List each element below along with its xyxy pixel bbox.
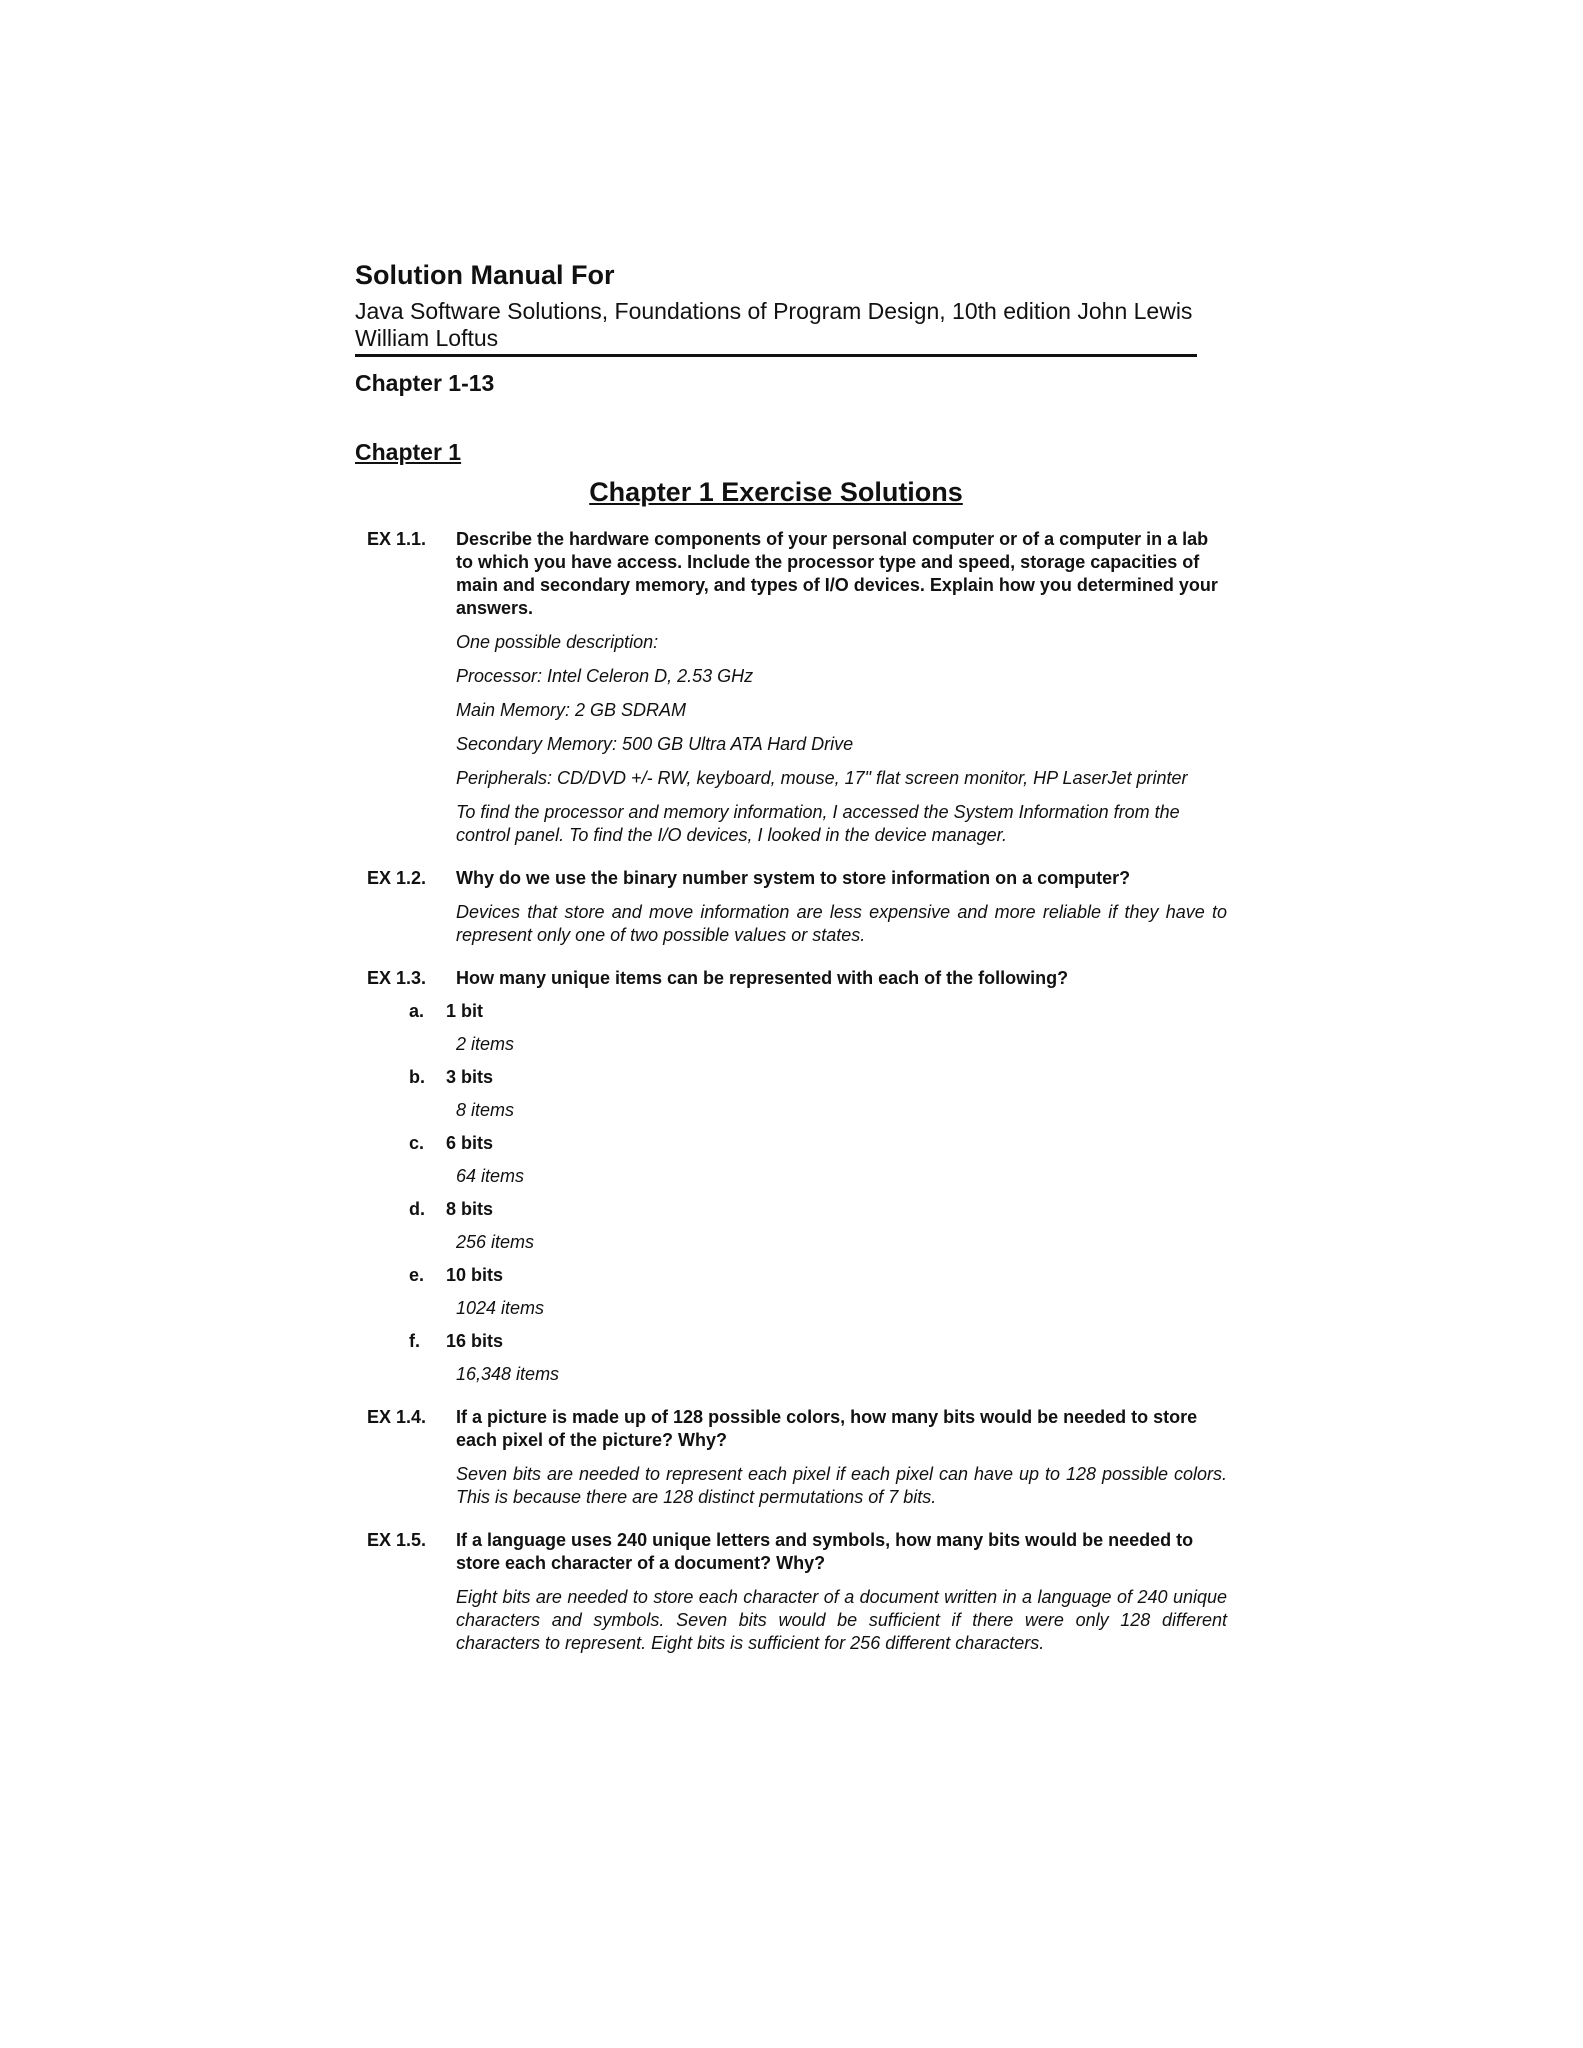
book-title: Java Software Solutions, Foundations of Program Design, 10th edition John Lewis William Loftus bbox=[355, 298, 1197, 357]
chapters-range: Chapter 1-13 bbox=[355, 370, 495, 396]
answer-line: Secondary Memory: 500 GB Ultra ATA Hard Drive bbox=[456, 734, 854, 754]
sub-question-answer: 2 items bbox=[456, 1034, 515, 1054]
answer-line: Main Memory: 2 GB SDRAM bbox=[456, 700, 687, 720]
exercise-1-3 bbox=[367, 967, 1227, 1386]
exercise-answer: Eight bits are needed to store each character of a document written in a language of 240 unique characters and symbols. Seven bits would be sufficient if there were only 128 different characters to represent. Eight bits is sufficient for 256 different characters. bbox=[456, 1587, 1227, 1653]
sub-question-answer: 16,348 items bbox=[456, 1364, 560, 1384]
exercise-number: EX 1.5. bbox=[367, 1530, 427, 1550]
answer-line: Processor: Intel Celeron D, 2.53 GHz bbox=[456, 666, 754, 686]
chapter-label: Chapter 1 bbox=[355, 439, 462, 465]
sub-question-letter: a. bbox=[409, 1001, 425, 1021]
exercise-number: EX 1.2. bbox=[367, 868, 427, 888]
sub-question-letter: e. bbox=[409, 1265, 425, 1285]
answer-line: One possible description: bbox=[456, 632, 659, 652]
sub-question-text: 3 bits bbox=[446, 1067, 494, 1087]
exercise-1-2 bbox=[367, 867, 1227, 947]
sub-question bbox=[367, 1264, 1227, 1320]
sub-question bbox=[367, 1000, 1227, 1056]
exercise-answer: Seven bits are needed to represent each pixel if each pixel can have up to 128 possible colors. This is because there are 128 distinct permutations of 7 bits. bbox=[456, 1464, 1227, 1507]
exercise-number: EX 1.3. bbox=[367, 968, 427, 988]
sub-question bbox=[367, 1066, 1227, 1122]
exercise-number: EX 1.1. bbox=[367, 529, 427, 549]
exercise-question: If a picture is made up of 128 possible colors, how many bits would be needed to store each pixel of the picture? Why? bbox=[456, 1407, 1198, 1450]
manual-title: Solution Manual For bbox=[355, 260, 615, 290]
sub-question bbox=[367, 1132, 1227, 1188]
sub-question-text: 8 bits bbox=[446, 1199, 494, 1219]
sub-question-answer: 1024 items bbox=[456, 1298, 545, 1318]
sub-question-answer: 64 items bbox=[456, 1166, 525, 1186]
sub-question-text: 1 bit bbox=[446, 1001, 484, 1021]
sub-question-answer: 256 items bbox=[456, 1232, 535, 1252]
sub-question-text: 6 bits bbox=[446, 1133, 494, 1153]
exercise-number: EX 1.4. bbox=[367, 1407, 427, 1427]
sub-question-text: 10 bits bbox=[446, 1265, 504, 1285]
sub-question-letter: c. bbox=[409, 1133, 425, 1153]
document-header bbox=[355, 258, 1197, 397]
exercise-list bbox=[367, 528, 1227, 1675]
exercise-question: If a language uses 240 unique letters and symbols, how many bits would be needed to store each character of a document? Why? bbox=[456, 1530, 1194, 1573]
sub-question-list bbox=[367, 1000, 1227, 1386]
exercise-answer: Devices that store and move information are less expensive and more reliable if they have to represent only one of two possible values or states. bbox=[456, 902, 1227, 945]
exercise-1-5 bbox=[367, 1529, 1227, 1655]
exercise-question: Describe the hardware components of your personal computer or of a computer in a lab to which you have access. Include the processor type and speed, storage capacities of main and secondary memory, and types of I/O devices. Explain how you determined your answers. bbox=[456, 529, 1218, 618]
answer-line: Peripherals: CD/DVD +/- RW, keyboard, mouse, 17" flat screen monitor, HP LaserJet printer bbox=[456, 768, 1188, 788]
sub-question-letter: f. bbox=[409, 1331, 420, 1351]
sub-question bbox=[367, 1198, 1227, 1254]
section-title: Chapter 1 Exercise Solutions bbox=[589, 477, 963, 507]
sub-question-text: 16 bits bbox=[446, 1331, 504, 1351]
answer-line: To find the processor and memory information, I accessed the System Information from the control panel. To find the I/O devices, I looked in the device manager. bbox=[456, 802, 1180, 845]
exercise-1-4 bbox=[367, 1406, 1227, 1509]
sub-question-answer: 8 items bbox=[456, 1100, 515, 1120]
sub-question-letter: d. bbox=[409, 1199, 425, 1219]
exercise-1-1 bbox=[367, 528, 1227, 847]
exercise-question: Why do we use the binary number system to store information on a computer? bbox=[456, 868, 1131, 888]
sub-question-letter: b. bbox=[409, 1067, 425, 1087]
sub-question bbox=[367, 1330, 1227, 1386]
exercise-question: How many unique items can be represented with each of the following? bbox=[456, 968, 1069, 988]
